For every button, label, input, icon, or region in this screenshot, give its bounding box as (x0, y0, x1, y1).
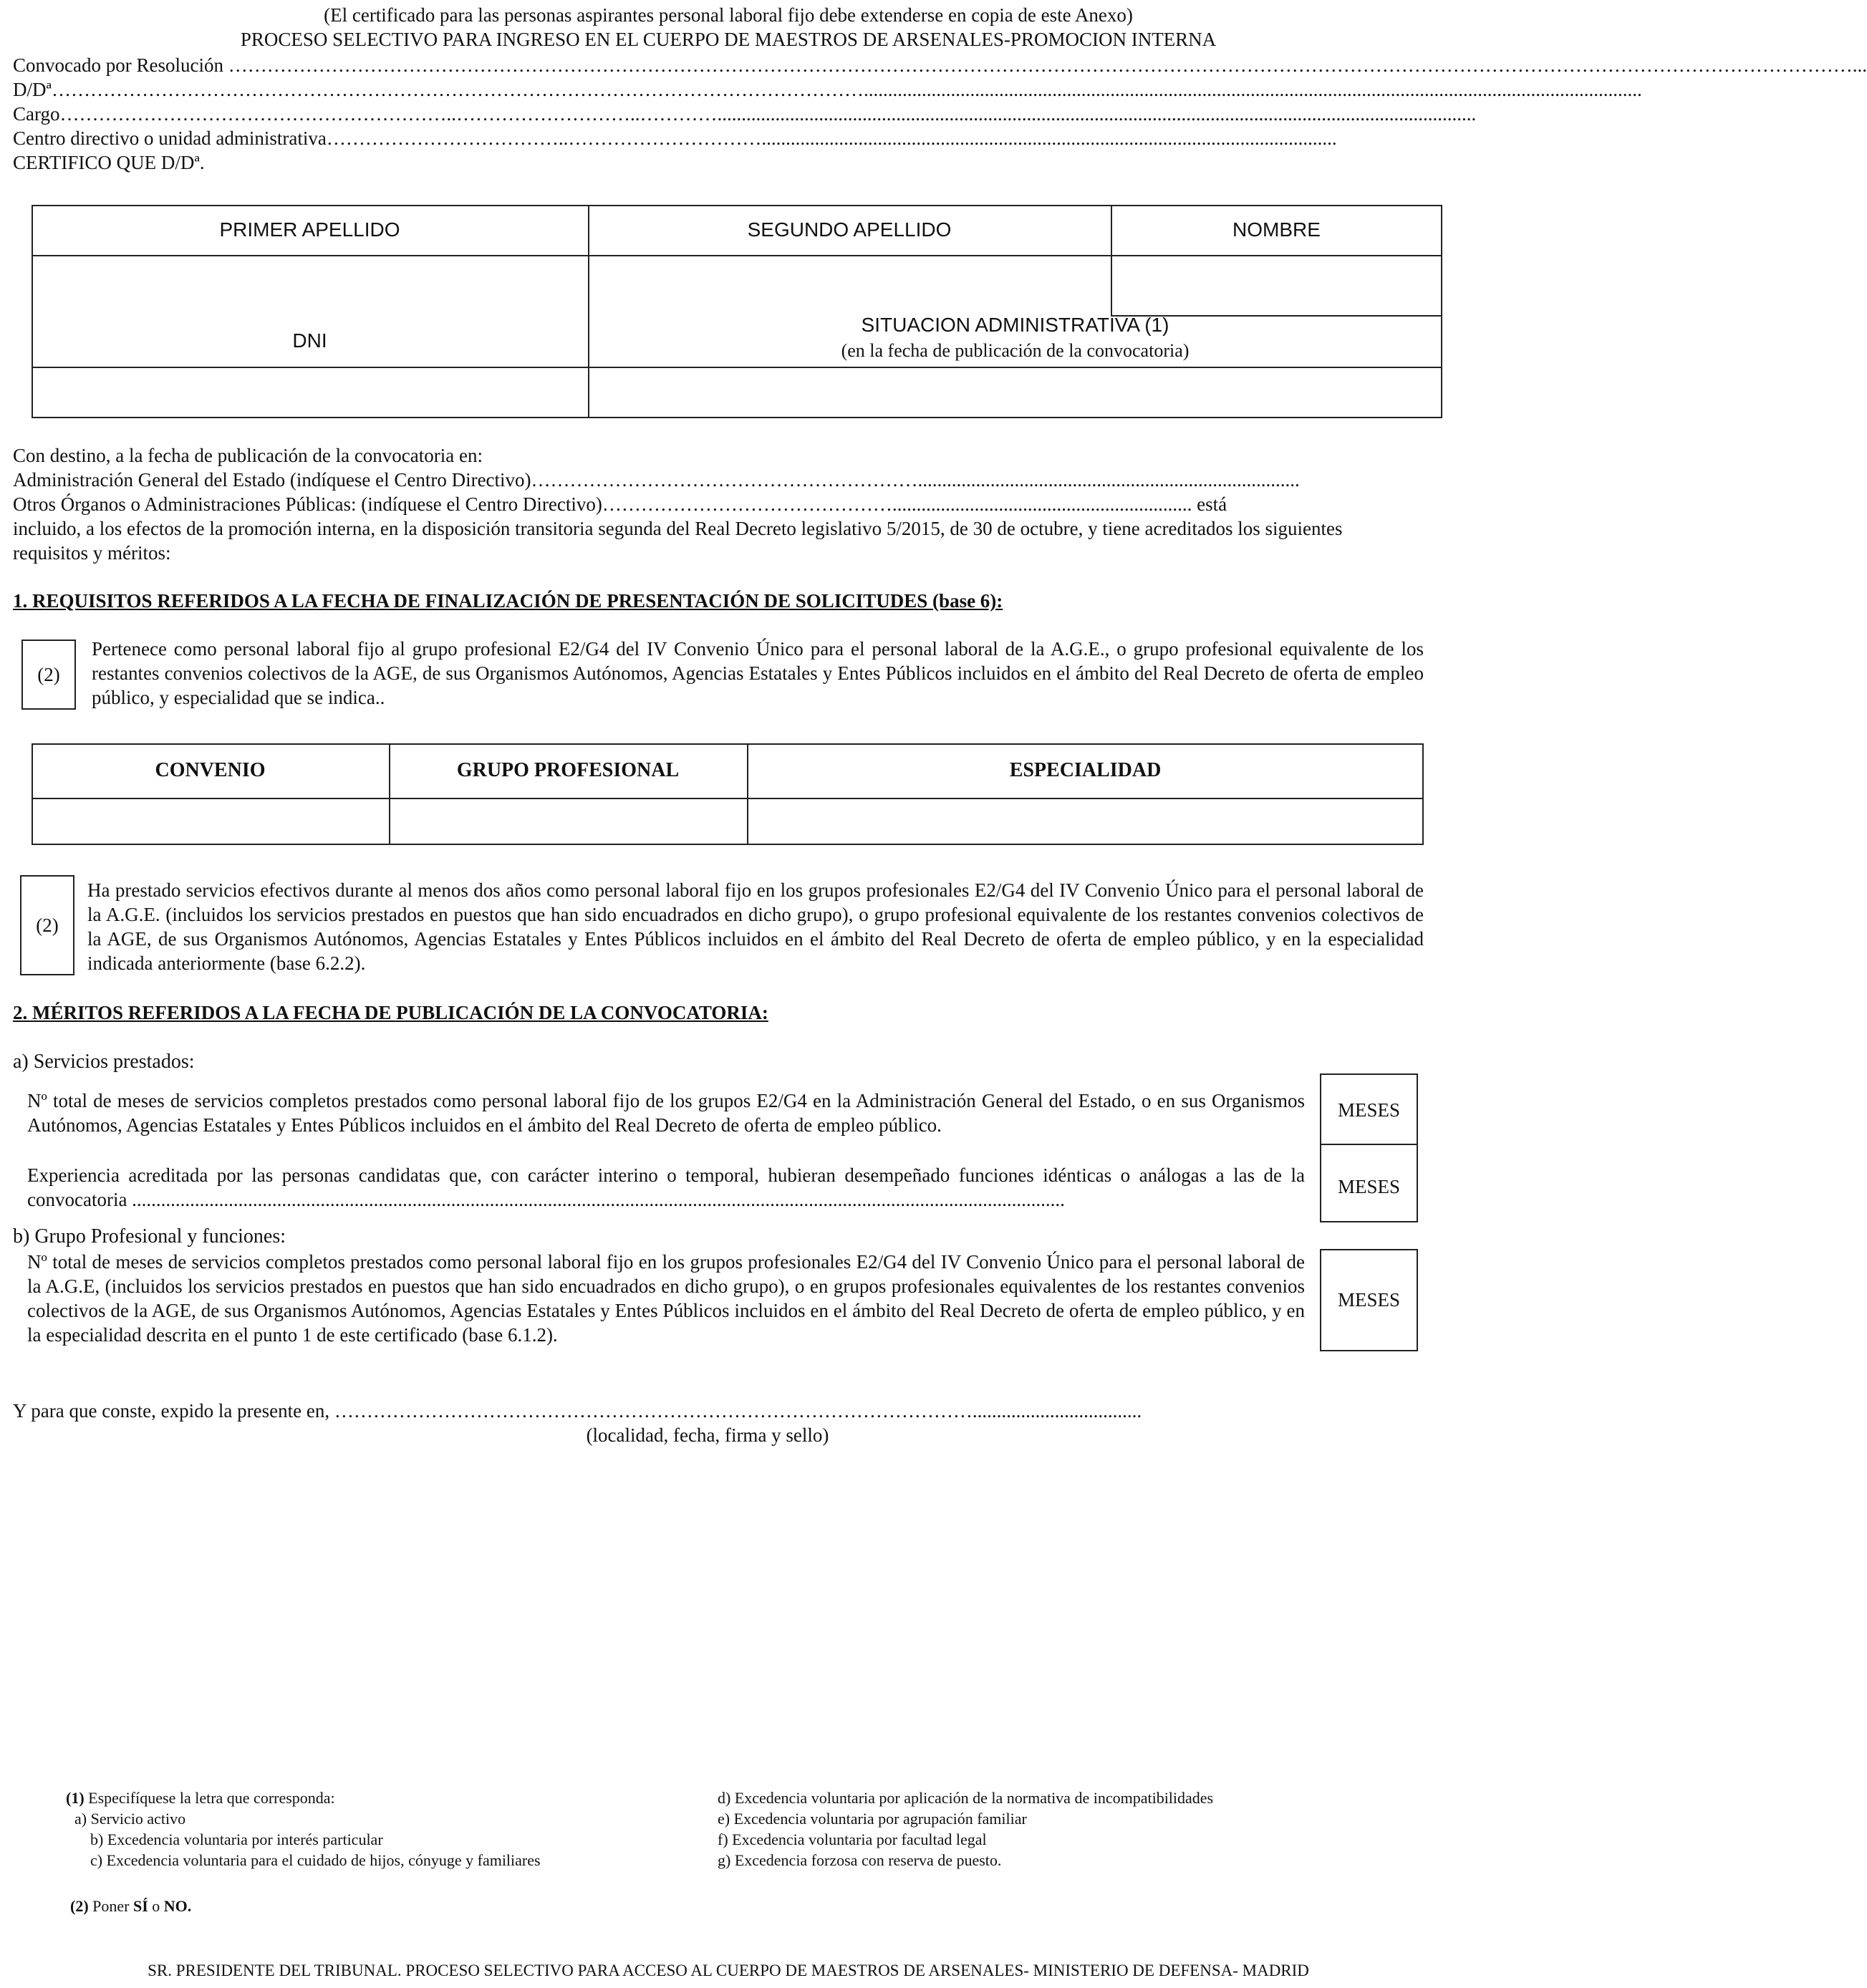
note1-option-b: b) Excedencia voluntaria por interés particular (90, 1830, 383, 1848)
note2-label: (2) (70, 1897, 89, 1915)
nombre-input[interactable] (1112, 256, 1442, 314)
otros-organos-field[interactable]: Otros Órganos o Administraciones Públicas: (indíquese el Centro Directivo)……………………………………….............................................................. está (13, 493, 1227, 515)
note1-text: Especifíquese la letra que corresponda: (84, 1789, 335, 1807)
dni-input[interactable] (33, 368, 587, 417)
merito-a2-box[interactable]: MESES (1337, 1176, 1401, 1197)
note1-option-c: c) Excedencia voluntaria para el cuidado de hijos, cónyuge y familiares (90, 1851, 541, 1869)
merito-a2-text: Experiencia acreditada por las personas candidatas que, con carácter interino o temporal, hubieran desempeñado funciones idénticas o análogas a las de la convocatoria ................................................................................................................................................................................................. (27, 1164, 1305, 1210)
grupo-funciones-label: b) Grupo Profesional y funciones: (13, 1225, 286, 1248)
primer-apellido-input[interactable] (33, 256, 587, 314)
note2-text: Poner (88, 1897, 133, 1915)
note1-option-a: a) Servicio activo (74, 1810, 186, 1828)
dd-field[interactable]: D/Dª………………………………………………………………………………………………………………................................................................................................................................................................. (13, 79, 1642, 100)
destino-line1: Con destino, a la fecha de publicación de la convocatoria en: (13, 445, 483, 466)
merito-b1-text: Nº total de meses de servicios completos prestados como personal laboral fijo en los grupos profesionales E2/G4 del IV Convenio Único para el personal laboral de la A.G.E, (incluidos los servicios prestados en puestos que han sido encuadrados en dicho grupo), o en grupos profesionales equivalentes de los restantes convenios colectivos de la AGE, de sus Organismos Autónomos, Agencias Estatales y Entes Públicos incluidos en el ámbito del Real Decreto de oferta de empleo público, y en la especialidad descrita en el punto 1 de este certificado (base 6.1.2). (27, 1251, 1305, 1346)
requisito2-text: Ha prestado servicios efectivos durante al menos dos años como personal laboral fijo en los grupos profesionales E2/G4 del IV Convenio Único para el personal laboral de la A.G.E. (incluidos los servicios prestados en puestos que han sido encuadrados en dicho grupo), o grupo profesional equivalente de los restantes convenios colectivos de la AGE, de sus Organismos Autónomos, Agencias Estatales y Entes Públicos incluidos en el ámbito del Real Decreto de oferta de empleo público, y en la especialidad indicada anteriormente (base 6.2.2). (87, 879, 1424, 974)
section1-heading: 1. REQUISITOS REFERIDOS A LA FECHA DE FINALIZACIÓN DE PRESENTACIÓN DE SOLICITUDES (base 6): (13, 590, 1003, 612)
expedicion-field[interactable]: Y para que conste, expido la presente en, ………………………………………………………………………………………................................... (13, 1400, 1142, 1422)
page-footer: SR. PRESIDENTE DEL TRIBUNAL. PROCESO SELECTIVO PARA ACCESO AL CUERPO DE MAESTROS DE ARSENALES- MINISTERIO DE DEFENSA- MADRID (148, 1962, 1309, 1979)
grupo-profesional-header: GRUPO PROFESIONAL (456, 759, 680, 781)
section2-heading: 2. MÉRITOS REFERIDOS A LA FECHA DE PUBLICACIÓN DE LA CONVOCATORIA: (13, 1002, 768, 1023)
note1-title (66, 1787, 335, 1808)
note1-option-d: d) Excedencia voluntaria por aplicación de la normativa de incompatibilidades (718, 1789, 1214, 1807)
destino-line4: incluido, a los efectos de la promoción interna, en la disposición transitoria segunda del Real Decreto legislativo 5/2015, de 30 de octubre, y tiene acreditados los siguientes (13, 518, 1343, 539)
note2 (70, 1896, 191, 1916)
merito-a1-box[interactable]: MESES (1320, 1073, 1418, 1222)
segundo-apellido-header: SEGUNDO APELLIDO (747, 218, 952, 241)
situacion-input[interactable] (589, 368, 1442, 417)
cargo-field[interactable]: Cargo……………………………………………………..………………………..…………............................................................................................................................................................. (13, 103, 1477, 125)
convenio-input[interactable] (33, 799, 388, 844)
primer-apellido-header: PRIMER APELLIDO (219, 218, 400, 241)
expedicion-subtitle: (localidad, fecha, firma y sello) (586, 1424, 829, 1446)
note1-label: (1) (66, 1789, 85, 1807)
requisito2-mark[interactable]: (2) (20, 875, 74, 975)
merito-b1-box[interactable]: MESES (1320, 1249, 1418, 1351)
situacion-subheader: (en la fecha de publicación de la convocatoria) (841, 340, 1190, 361)
merito-a1-text: Nº total de meses de servicios completos prestados como personal laboral fijo de los grupos E2/G4 en la Administración General del Estado, o en sus Organismos Autónomos, Agencias Estatales y Entes Públicos incluidos en el ámbito del Real Decreto de oferta de empleo público. (27, 1090, 1305, 1136)
requisito1-mark[interactable]: (2) (21, 640, 76, 710)
dni-header: DNI (292, 329, 327, 352)
page-title: PROCESO SELECTIVO PARA INGRESO EN EL CUERPO DE MAESTROS DE ARSENALES-PROMOCION INTERNA (240, 29, 1217, 50)
segundo-apellido-input[interactable] (589, 256, 1110, 314)
age-centro-field[interactable]: Administración General del Estado (indíquese el Centro Directivo)……………………………………………………............................................................................... (13, 469, 1300, 491)
note2-no: NO. (163, 1897, 192, 1915)
centro-field[interactable]: Centro directivo o unidad administrativa………………………………..…………………………....................................................................................................................... (13, 127, 1337, 149)
nombre-header: NOMBRE (1232, 218, 1321, 241)
note2-si: SÍ (132, 1897, 148, 1915)
note1-option-f: f) Excedencia voluntaria por facultad legal (718, 1830, 987, 1848)
meses-box-divider (1320, 1144, 1418, 1145)
destino-line5: requisitos y méritos: (13, 542, 171, 564)
especialidad-input[interactable] (748, 799, 1423, 844)
certifico-label: CERTIFICO QUE D/Dª. (13, 152, 205, 173)
note2-o: o (148, 1897, 164, 1915)
header-note: (El certificado para las personas aspirantes personal laboral fijo debe extenderse en copia de este Anexo) (324, 4, 1133, 26)
servicios-label: a) Servicios prestados: (13, 1051, 195, 1073)
grupo-profesional-input[interactable] (390, 799, 746, 844)
requisito1-text: Pertenece como personal laboral fijo al grupo profesional E2/G4 del IV Convenio Único para el personal laboral de la A.G.E., o grupo profesional equivalente de los restantes convenios colectivos de la AGE, de sus Organismos Autónomos, Agencias Estatales y Entes Públicos incluidos en el ámbito del Real Decreto de oferta de empleo público, y especialidad que se indica.. (92, 638, 1424, 708)
especialidad-header: ESPECIALIDAD (1009, 759, 1162, 781)
convocado-field[interactable]: Convocado por Resolución ………………………………………………………………………………………………………………………………………………………………………………………………………………………………... (13, 54, 1867, 76)
note1-option-g: g) Excedencia forzosa con reserva de puesto. (718, 1851, 1002, 1869)
situacion-header: SITUACION ADMINISTRATIVA (1) (861, 314, 1169, 336)
note1-option-e: e) Excedencia voluntaria por agrupación familiar (718, 1810, 1027, 1828)
convenio-header: CONVENIO (155, 759, 266, 781)
